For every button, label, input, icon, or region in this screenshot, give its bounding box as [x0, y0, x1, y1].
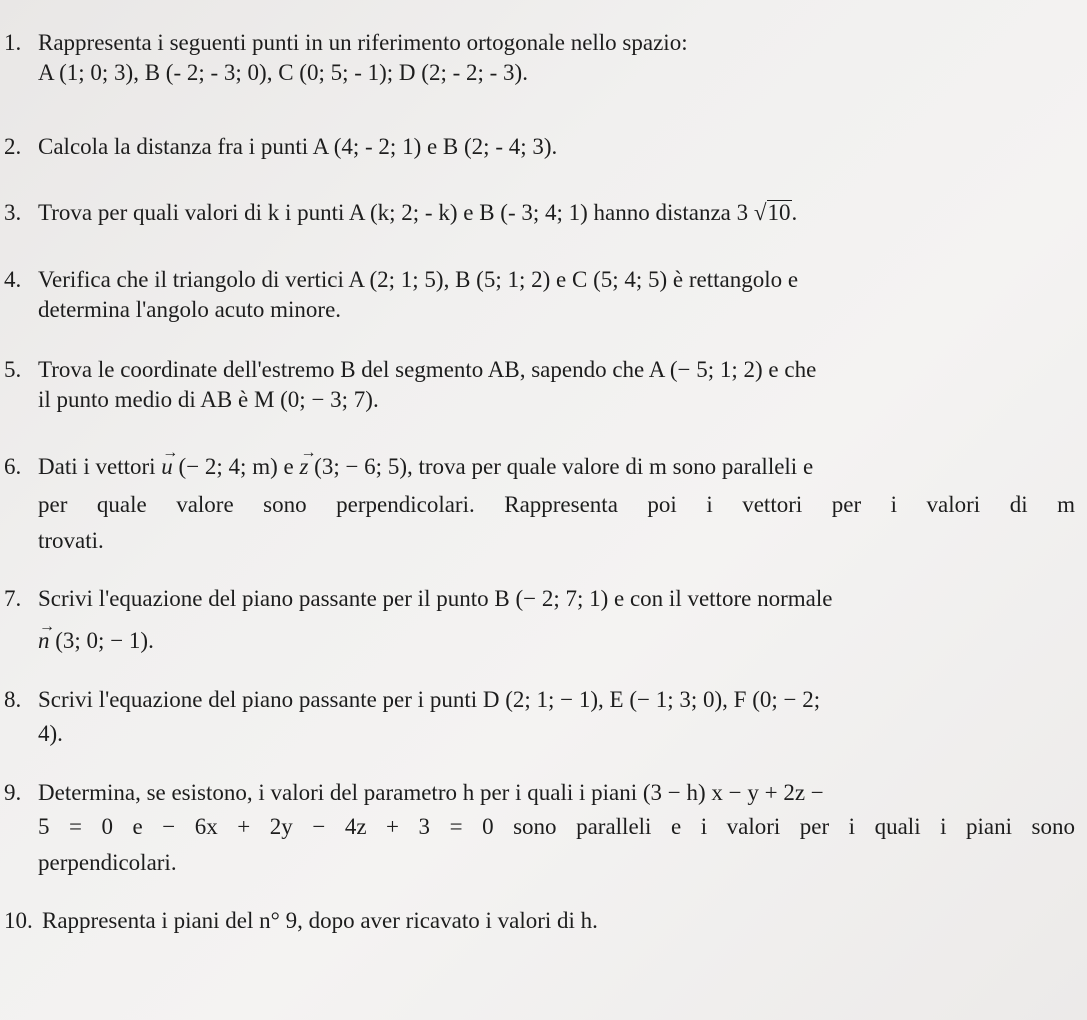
vector-symbol: u — [161, 454, 173, 479]
problem-line — [38, 198, 1075, 228]
vector-symbol: n — [38, 628, 50, 653]
problem-text — [42, 906, 1075, 936]
problem-number: 9. — [4, 780, 22, 805]
problem-text — [38, 778, 1075, 878]
problem-line-end: . — [791, 200, 798, 225]
problem-line: il punto medio di AB è M (0; − 3; 7). — [38, 387, 379, 412]
problem-line: Rappresenta i piani del n° 9, dopo aver ricavato i valori di h. — [42, 908, 598, 933]
problem-line: 5 = 0 e − 6x + 2y − 4z + 3 = 0 sono paralleli e i valori per i quali i piani sono — [38, 814, 1075, 839]
problem-line: Verifica che il triangolo di vertici A (2; 1; 5), B (5; 1; 2) e C (5; 4; 5) è rettangolo e — [38, 267, 799, 292]
problem-text — [38, 265, 1075, 325]
problem-line: A (1; 0; 3), B (- 2; - 3; 0), C (0; 5; - 1); D (2; - 2; - 3). — [38, 60, 528, 85]
problem-line: determina l'angolo acuto minore. — [38, 297, 342, 322]
problem-number: 10. — [4, 908, 33, 933]
problem-line: 4). — [38, 721, 63, 746]
problem-text — [38, 28, 1075, 88]
problem-line-start: Trova per quali valori di k i punti A (k; 2; - k) e B (- 3; 4; 1) hanno distanza 3 — [38, 200, 749, 225]
problem-number: 4. — [4, 267, 22, 292]
problem-text — [38, 444, 1075, 556]
problem-line: Determina, se esistono, i valori del parametro h per i quali i piani (3 − h) x − y + 2z − — [38, 780, 824, 805]
problem-line-part: (3; − 6; 5), trova per quale valore di m sono paralleli e — [314, 454, 814, 479]
problem-text — [38, 132, 1075, 162]
vector-symbol: z — [299, 454, 309, 479]
vector-n — [38, 618, 55, 656]
problem-number: 5. — [4, 357, 22, 382]
problem-text — [38, 198, 1075, 228]
problem-line-part: Dati i vettori — [38, 454, 156, 479]
problem-line: trovati. — [38, 528, 104, 553]
problem-text — [38, 584, 1075, 656]
problem-line: Scrivi l'equazione del piano passante per il punto B (− 2; 7; 1) e con il vettore normale — [38, 586, 833, 611]
vector-arrow-icon: → — [39, 618, 55, 635]
radicand: 10 — [767, 200, 791, 225]
problem-line: Scrivi l'equazione del piano passante per i punti D (2; 1; − 1), E (− 1; 3; 0), F (0; − 2; — [38, 687, 821, 712]
vector-z — [299, 444, 317, 482]
problem-number: 6. — [4, 454, 22, 479]
problem-text — [38, 685, 1075, 749]
problem-number: 2. — [4, 134, 22, 159]
problem-line: per quale valore sono perpendicolari. Rappresenta poi i vettori per i valori di m — [38, 492, 1075, 517]
problem-line-part: (3; 0; − 1). — [55, 628, 154, 653]
problem-text — [38, 355, 1075, 415]
problem-line — [38, 444, 1075, 482]
problem-number: 1. — [4, 30, 22, 55]
problem-number: 8. — [4, 687, 22, 712]
problem-line: Calcola la distanza fra i punti A (4; - 2; 1) e B (2; - 4; 3). — [38, 134, 558, 159]
sqrt-symbol: √ — [753, 200, 767, 225]
problem-line: perpendicolari. — [38, 850, 177, 875]
vector-arrow-icon: → — [162, 444, 179, 461]
problem-line — [38, 618, 1075, 656]
problem-line-part: (− 2; 4; m) e — [178, 454, 294, 479]
problem-line: Rappresenta i seguenti punti in un riferimento ortogonale nello spazio: — [38, 30, 688, 55]
problem-number: 7. — [4, 586, 22, 611]
problem-line: Trova le coordinate dell'estremo B del segmento AB, sapendo che A (− 5; 1; 2) e che — [38, 357, 817, 382]
problem-number: 3. — [4, 200, 22, 225]
vector-u — [161, 444, 179, 482]
vector-arrow-icon: → — [300, 444, 317, 461]
